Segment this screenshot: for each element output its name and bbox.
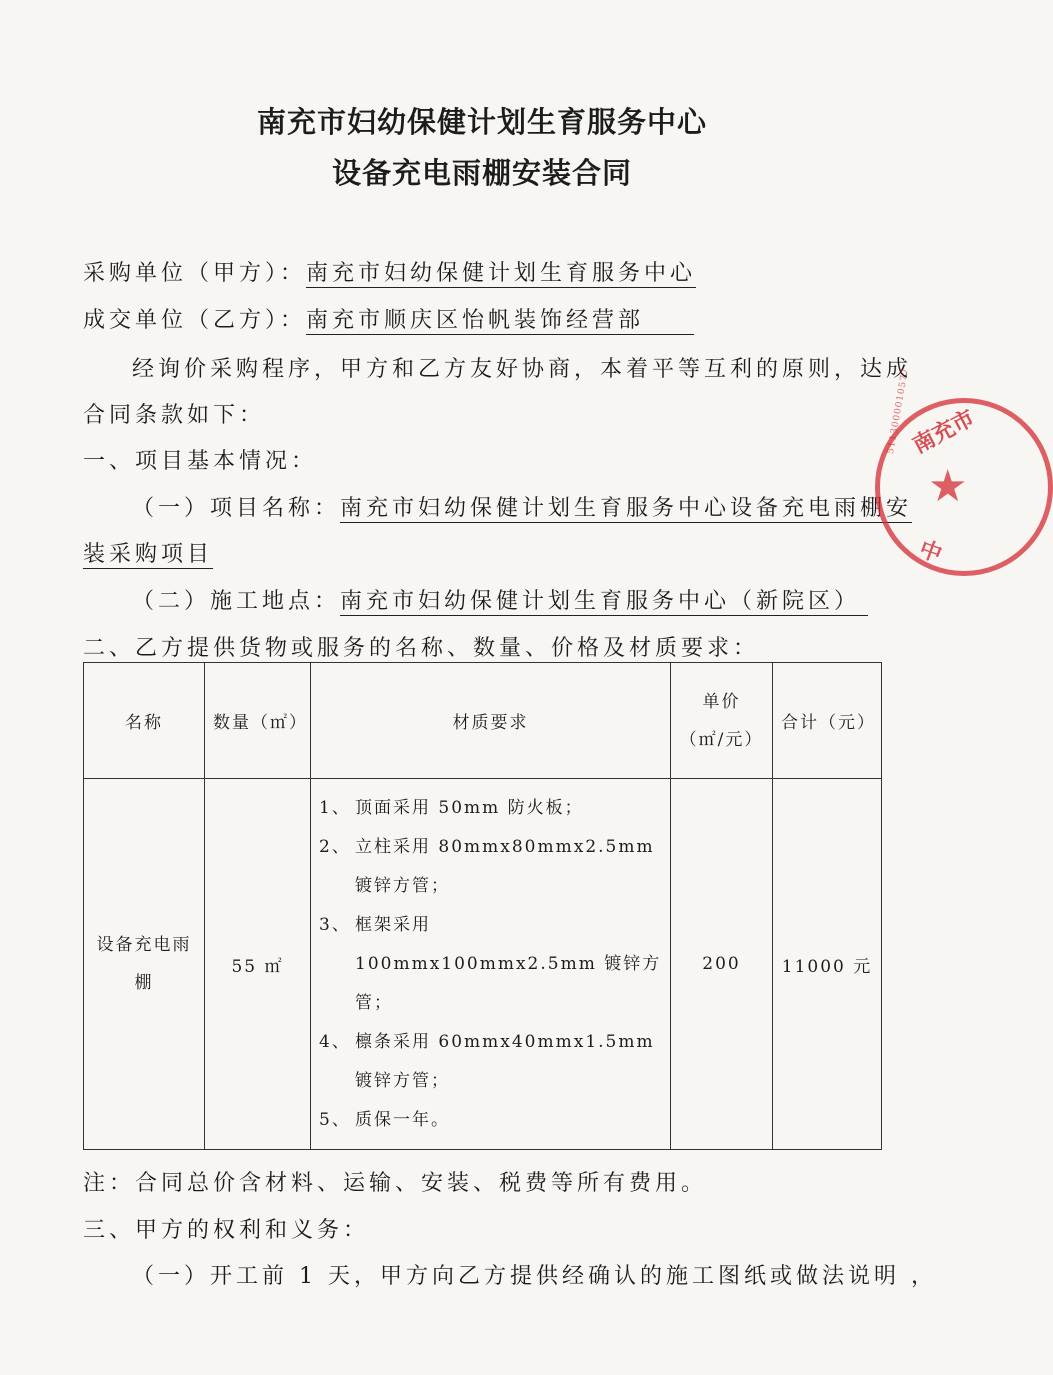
table-header-row <box>84 663 882 779</box>
site-value: 南充市妇幼保健计划生育服务中心（新院区） <box>340 589 868 616</box>
cell-unit-price: 200 <box>671 779 773 1150</box>
seller-label: 成交单位（乙方）： <box>83 308 307 333</box>
requirement-item: 2、 立柱采用 80mmx80mmx2.5mm 镀锌方管； <box>319 836 655 896</box>
requirement-item: 1、 顶面采用 50mm 防火板； <box>319 797 584 818</box>
seller-name: 南充市顺庆区怡帆装饰经营部 <box>306 308 694 335</box>
intro-line1: 经询价采购程序，甲方和乙方友好协商，本着平等互利的原则，达成 <box>132 357 913 382</box>
requirement-item: 5、 质保一年。 <box>319 1109 450 1130</box>
section1-heading: 一、项目基本情况： <box>83 449 318 474</box>
seal-code: 5113000010577 <box>886 366 912 455</box>
cell-name <box>84 779 205 1150</box>
document-title-line1: 南充市妇幼保健计划生育服务中心 <box>256 105 707 139</box>
cell-qty: 55 ㎡ <box>205 779 311 1150</box>
requirement-list <box>319 789 662 1140</box>
official-seal <box>875 366 1053 576</box>
section2-heading: 二、乙方提供货物或服务的名称、数量、价格及材质要求： <box>83 636 760 661</box>
spec-table <box>83 662 882 1150</box>
document-title-line2: 设备充电雨棚安装合同 <box>331 156 632 190</box>
header-material: 材质要求 <box>311 663 671 779</box>
site-label: （二）施工地点： <box>132 589 341 614</box>
section3-item1: （一）开工前 1 天，甲方向乙方提供经确认的施工图纸或做法说明 ， <box>132 1264 937 1289</box>
project-name-line2 <box>83 537 213 568</box>
cell-name-a: 设备充电雨 <box>96 935 192 955</box>
seal-text: 南充市 <box>908 405 979 459</box>
requirement-item: 3、 框架采用 100mmx100mmx2.5mm 镀锌方管； <box>319 914 662 1013</box>
buyer-name: 南充市妇幼保健计划生育服务中心 <box>306 261 697 286</box>
seller-line <box>83 303 694 334</box>
project-name-label: （一）项目名称： <box>132 496 341 521</box>
site-line <box>132 584 868 615</box>
header-qty: 数量（㎡） <box>205 663 311 779</box>
project-name-value: 南充市妇幼保健计划生育服务中心设备充电雨棚安 <box>340 496 913 521</box>
intro-line2: 合同条款如下： <box>83 403 266 428</box>
buyer-label: 采购单位（甲方）： <box>83 261 307 286</box>
header-unit-price <box>671 663 773 779</box>
cell-name-b: 棚 <box>134 973 154 993</box>
header-name: 名称 <box>84 663 205 779</box>
project-name-value-cont: 装采购项目 <box>83 542 214 567</box>
table-row <box>84 779 882 1150</box>
header-total: 合计（元） <box>773 663 882 779</box>
header-unit-price-a: 单价 <box>702 691 741 712</box>
cell-total: 11000 元 <box>773 779 882 1150</box>
header-unit-price-b: （㎡/元） <box>679 729 764 750</box>
price-note: 注：合同总价含材料、运输、安装、税费等所有费用。 <box>83 1171 708 1196</box>
seal-star-icon: ★ <box>928 461 968 512</box>
requirement-item: 4、 檩条采用 60mmx40mmx1.5mm 镀锌方管； <box>319 1031 655 1091</box>
seal-bottom-text: 中 <box>915 535 946 568</box>
buyer-line <box>83 256 696 287</box>
section3-heading: 三、甲方的权利和义务： <box>83 1218 370 1243</box>
cell-material <box>311 779 671 1150</box>
project-name-line <box>132 491 912 522</box>
